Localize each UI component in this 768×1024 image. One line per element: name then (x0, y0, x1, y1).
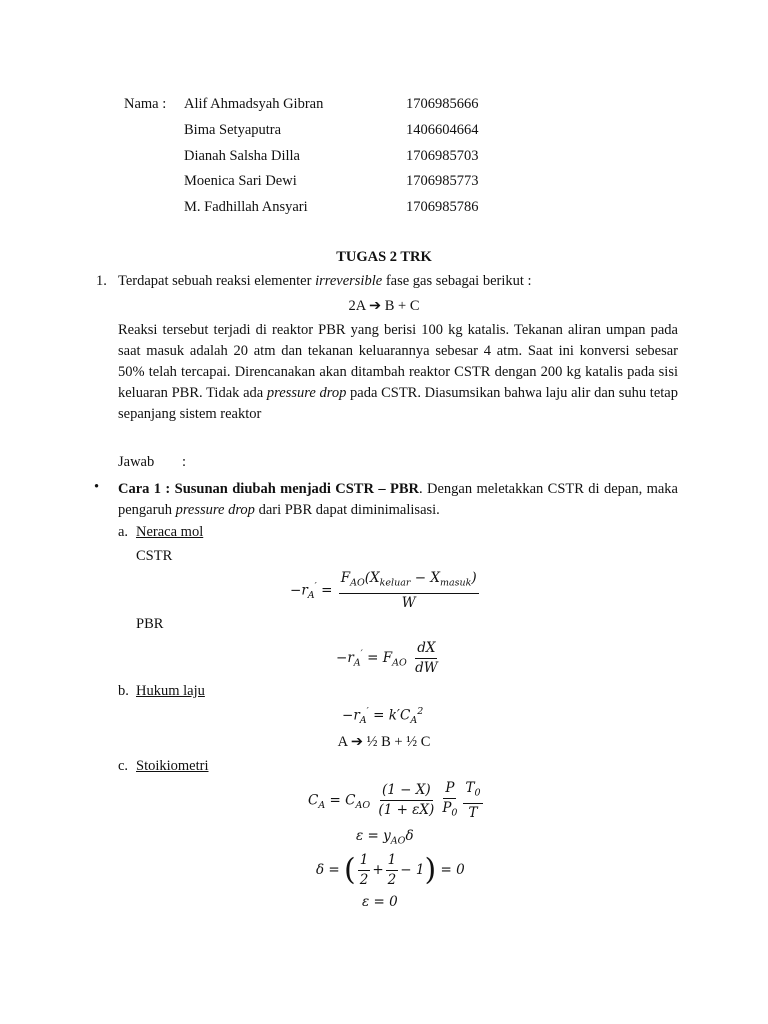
answer-colon: : (182, 454, 187, 470)
answer-label: Jawab (118, 454, 155, 470)
epsilon-result: ε = 0 (362, 894, 398, 910)
member-id: 1406604664 (406, 122, 479, 138)
rate-law-equation: $-r_A' = k'C_A^2$ (342, 706, 424, 727)
member-name: Moenica Sari Dewi (184, 173, 297, 189)
section-letter: c. (118, 758, 129, 774)
reaction-equation-2 (0, 734, 768, 751)
header-label: Nama : (124, 96, 167, 112)
half-fraction: $\frac{1}{2}$ (387, 852, 397, 888)
section-title-stoikiometri: Stoikiometri (136, 758, 209, 774)
page-title: TUGAS 2 TRK (336, 249, 432, 265)
reaction-products: B + C (384, 298, 420, 314)
section-title-neraca-mol: Neraca mol (136, 524, 204, 540)
bullet-icon: • (94, 479, 100, 495)
member-name: M. Fadhillah Ansyari (184, 199, 308, 215)
problem-intro (118, 273, 532, 290)
member-name: Alif Ahmadsyah Gibran (184, 96, 324, 112)
intro-text-end: fase gas sebagai berikut : (382, 273, 532, 289)
member-id: 1706985786 (406, 199, 479, 215)
reaction-equation (0, 298, 768, 315)
desc-text: Reaksi tersebut terjadi di reaktor PBR yang berisi 100 kg katalis. Tekanan aliran umpan pada saat masuk adalah 20 atm dan tekanan keluarannya sebesar 4 atm. Saat ini konversi sebesar 50% telah tercapai. Direncanakan akan ditambah reaktor CSTR dengan 200 kg katalis pada sisi keluaran PBR. Tidak ada (118, 322, 678, 401)
arrow-right-icon: ➔ (368, 298, 382, 314)
problem-description (118, 320, 678, 425)
half-fraction: $\frac{1}{2}$ (359, 852, 369, 888)
section-letter: a. (118, 524, 129, 540)
pressure-fraction: $\frac{P}{P_0}$ (442, 780, 458, 819)
cara-heading: Cara 1 : Susunan diubah menjadi CSTR – PBR (118, 481, 419, 497)
section-title-hukum-laju: Hukum laju (136, 683, 205, 699)
cstr-fraction: $\frac{F_{AO}(X_{keluar} - X_{masuk})}{W}$ (340, 570, 477, 611)
intro-emphasis: irreversible (315, 273, 383, 289)
epsilon-equation: $\varepsilon = y_{AO}\delta$ (356, 828, 414, 847)
member-id: 1706985666 (406, 96, 479, 112)
desc-text-end: pada CSTR. Diasumsikan bahwa laju alir dan suhu tetap sepanjang sistem reaktor (118, 385, 678, 422)
member-id: 1706985703 (406, 148, 479, 164)
cara-text-end: dari PBR dapat diminimalisasi. (254, 502, 440, 518)
reaction2-reactant: A (337, 734, 348, 750)
member-name: Dianah Salsha Dilla (184, 148, 300, 164)
delta-equation: δ = ( $\frac{1}{2}$ + $\frac{1}{2}$ − 1) = 0 (316, 852, 465, 888)
cara-paragraph (118, 479, 678, 521)
reaction2-products: ½ B + ½ C (366, 734, 431, 750)
temperature-fraction: $\frac{T_0}{T}$ (465, 780, 481, 821)
arrow-right-icon: ➔ (350, 734, 364, 750)
reaction-reactant: 2A (348, 298, 366, 314)
cara-emphasis: pressure drop (175, 502, 255, 518)
pbr-fraction: $\frac{dX}{dW}$ (415, 640, 438, 676)
pbr-label: PBR (136, 616, 164, 632)
conversion-fraction: $\frac{(1 - X)}{(1 + \varepsilon X)}$ (378, 782, 435, 819)
cstr-label: CSTR (136, 548, 173, 564)
section-letter: b. (118, 683, 129, 699)
desc-emphasis: pressure drop (266, 385, 347, 401)
member-id: 1706985773 (406, 173, 479, 189)
cstr-equation: $-r_A'$ = $\frac{F_{AO}(X_{keluar} - X_{masuk})}{W}$ (290, 570, 477, 611)
member-name: Bima Setyaputra (184, 122, 282, 138)
cara-text: . Dengan meletakkan CSTR di depan, maka pengaruh (118, 481, 678, 518)
pbr-equation: $-r_A' = F_{AO}$ $\frac{dX}{dW}$ (336, 640, 438, 676)
intro-text: Terdapat sebuah reaksi elementer (118, 273, 316, 289)
problem-number: 1. (96, 273, 107, 289)
concentration-equation: $C_A = C_{AO}$ $\frac{(1 - X)}{(1 + \varepsilon X)}$ $\frac{P}{P_0}$ $\frac{T_0}{T}$ (308, 780, 481, 821)
